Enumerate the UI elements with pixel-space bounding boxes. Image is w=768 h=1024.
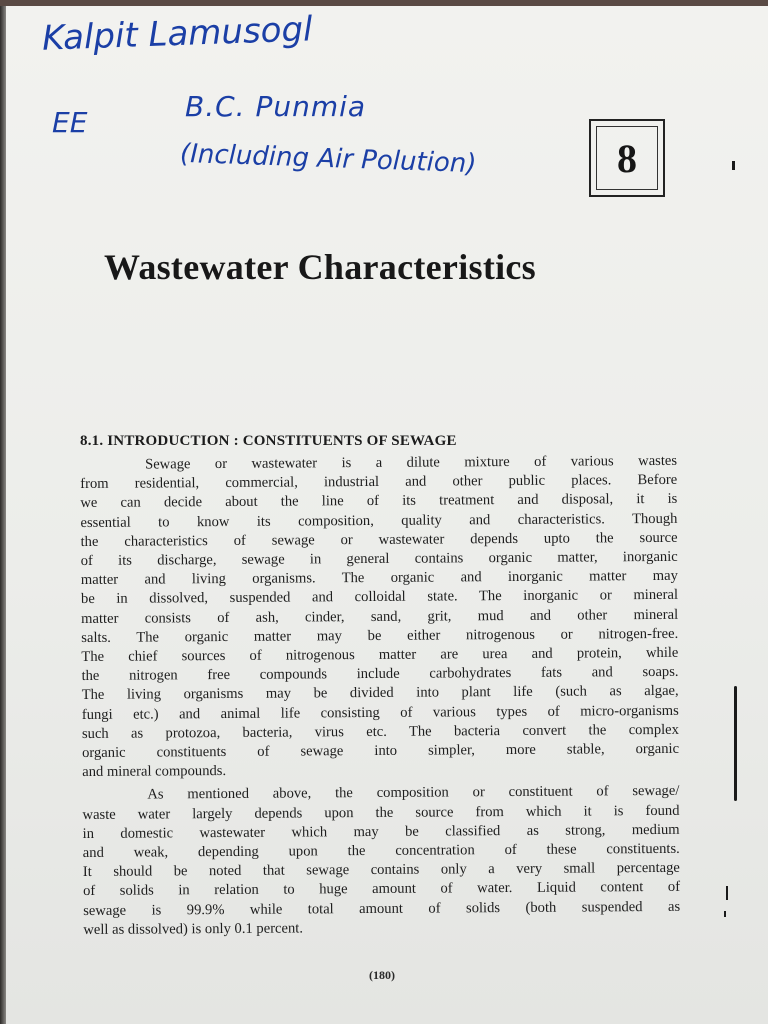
text-line: matter consists of ash, cinder, sand, grit, mud and other mineral xyxy=(81,606,679,627)
handwritten-author: B.C. Punmia xyxy=(185,90,367,123)
margin-pen-mark xyxy=(726,886,728,900)
margin-pen-mark xyxy=(734,686,737,801)
book-page xyxy=(0,6,768,1024)
text-line: sewage is 99.9% while total amount of solids (both suspended as xyxy=(83,898,681,919)
section-heading: 8.1. INTRODUCTION : CONSTITUENTS OF SEWAGE xyxy=(80,433,457,449)
handwritten-name: Kalpit Lamusogl xyxy=(41,9,314,59)
text-line: of solids in relation to huge amount of water. Liquid content of xyxy=(82,879,681,900)
text-line: and weak, depending upon the concentration of these constituents. xyxy=(82,840,680,862)
text-line: It should be noted that sewage contains only a very small percentage xyxy=(82,860,680,881)
text-line: organic constituents of sewage into simpler, more stable, organic xyxy=(82,740,680,762)
text-line: As mentioned above, the composition or constituent of sewage/ xyxy=(147,783,680,803)
text-line: we can decide about the line of its treatment and disposal, it is xyxy=(80,491,678,512)
text-line: matter and living organisms. The organic and inorganic matter may xyxy=(80,568,678,589)
text-line: The chief sources of nitrogenous matter are urea and protein, while xyxy=(81,644,679,666)
text-line: the characteristics of sewage or wastewater depends upto the source xyxy=(80,529,678,550)
text-line: Sewage or wastewater is a dilute mixture of various wastes xyxy=(145,452,678,473)
chapter-number: 8 xyxy=(596,126,658,190)
page-number: (180) xyxy=(369,968,395,982)
handwritten-department: EE xyxy=(52,106,88,139)
handwritten-note: (Including Air Polution) xyxy=(179,138,477,180)
text-line: from residential, commercial, industrial and other public places. Before xyxy=(80,472,678,493)
margin-pen-mark xyxy=(724,911,726,917)
chapter-number-box xyxy=(589,119,665,197)
text-line: and mineral compounds. xyxy=(82,763,227,781)
page-binding-edge xyxy=(0,6,6,1024)
text-line: salts. The organic matter may be either nitrogenous or nitrogen-free. xyxy=(81,625,679,646)
text-line: waste water largely depends upon the source from which it is found xyxy=(82,802,680,823)
paragraph-2 xyxy=(82,782,680,940)
text-line: essential to know its composition, quality and characteristics. Though xyxy=(80,510,678,531)
chapter-title: Wastewater Characteristics xyxy=(104,247,536,287)
text-line: well as dissolved) is only 0.1 percent. xyxy=(83,920,304,938)
text-line: such as protozoa, bacteria, virus etc. The bacteria convert the complex xyxy=(81,721,679,742)
text-line: The living organisms may be divided into plant life (such as algae, xyxy=(81,683,679,704)
text-line: in domestic wastewater which may be classified as strong, medium xyxy=(82,821,680,842)
body-text xyxy=(80,452,680,940)
text-line: be in dissolved, suspended and colloidal state. The inorganic or mineral xyxy=(80,587,679,608)
text-line: of its discharge, sewage in general contains organic matter, inorganic xyxy=(80,548,678,570)
text-line: fungi etc.) and animal life consisting of various types of micro-organisms xyxy=(81,702,679,723)
margin-pen-mark xyxy=(732,161,735,170)
text-line: the nitrogen free compounds include carbohydrates fats and soaps. xyxy=(81,664,679,685)
paragraph-1 xyxy=(80,452,679,783)
